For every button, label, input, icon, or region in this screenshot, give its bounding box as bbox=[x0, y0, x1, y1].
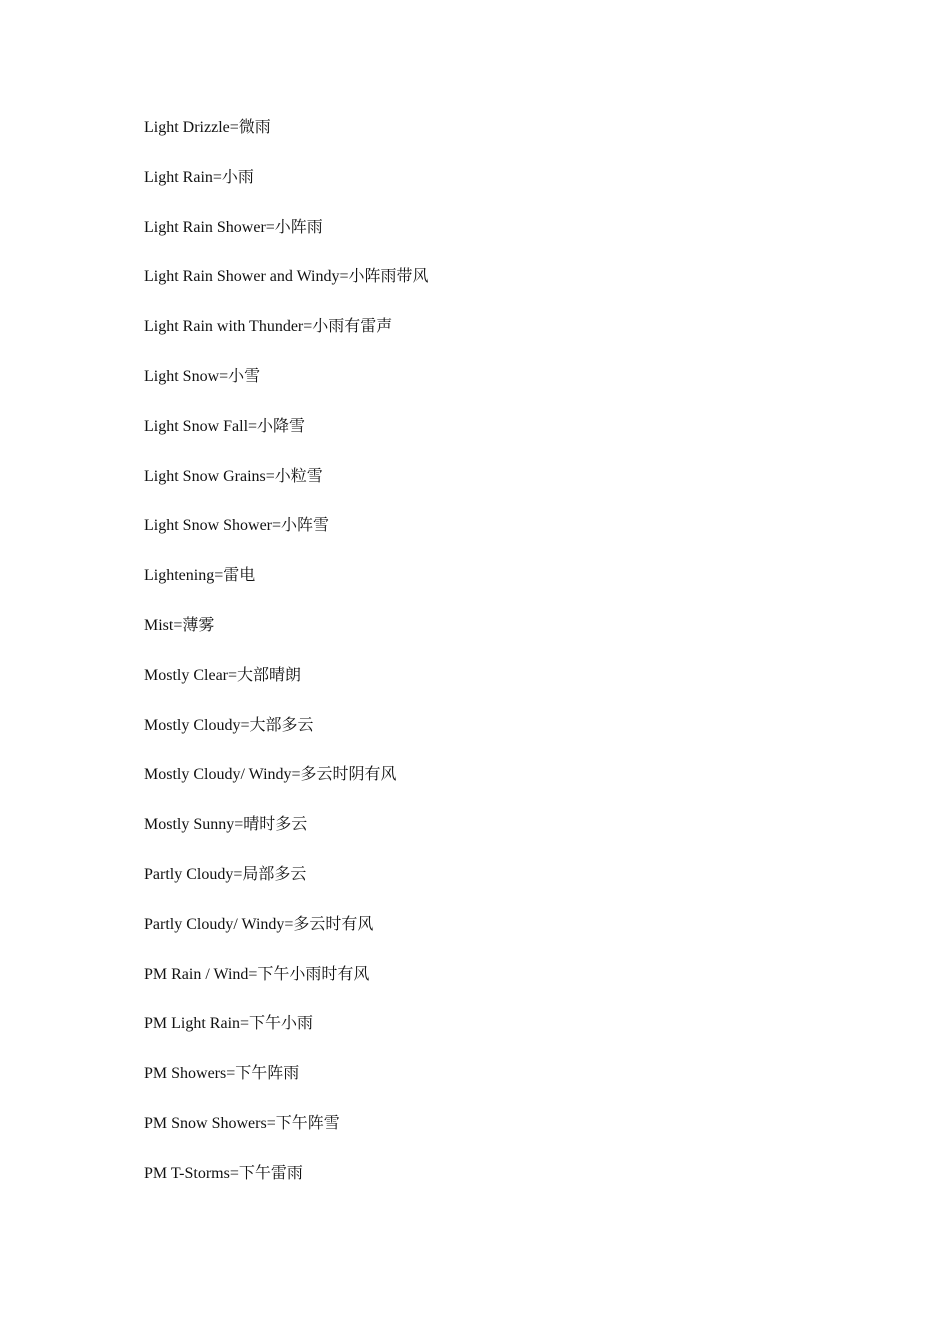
list-item: Mostly Cloudy=大部多云 bbox=[144, 716, 314, 734]
list-item: Mostly Cloudy/ Windy=多云时阴有风 bbox=[144, 766, 397, 784]
list-item: PM Rain / Wind=下午小雨时有风 bbox=[144, 965, 370, 983]
list-item: Mist=薄雾 bbox=[144, 616, 215, 634]
list-item: Lightening=雷电 bbox=[144, 567, 256, 585]
list-item: Light Snow Shower=小阵雪 bbox=[144, 517, 330, 535]
list-item: Light Drizzle=微雨 bbox=[144, 119, 271, 136]
list-item: PM Snow Showers=下午阵雪 bbox=[144, 1114, 340, 1132]
list-item: Light Snow=小雪 bbox=[144, 367, 261, 385]
list-item: Light Rain Shower and Windy=小阵雨带风 bbox=[144, 268, 429, 286]
list-item: Light Snow Fall=小降雪 bbox=[144, 417, 306, 435]
list-item: Light Rain Shower=小阵雨 bbox=[144, 218, 323, 236]
list-item: Mostly Clear=大部晴朗 bbox=[144, 666, 302, 684]
list-item: Partly Cloudy=局部多云 bbox=[144, 865, 307, 883]
list-item: Light Rain with Thunder=小雨有雷声 bbox=[144, 318, 393, 336]
list-item: Mostly Sunny=晴时多云 bbox=[144, 816, 308, 834]
list-item: Partly Cloudy/ Windy=多云时有风 bbox=[144, 915, 374, 933]
list-item: PM Light Rain=下午小雨 bbox=[144, 1015, 314, 1033]
list-item: Light Snow Grains=小粒雪 bbox=[144, 467, 323, 485]
list-item: PM Showers=下午阵雨 bbox=[144, 1065, 300, 1083]
weather-term-list bbox=[144, 116, 429, 1212]
list-item: Light Rain=小雨 bbox=[144, 168, 254, 186]
list-item: PM T-Storms=下午雷雨 bbox=[144, 1164, 303, 1182]
